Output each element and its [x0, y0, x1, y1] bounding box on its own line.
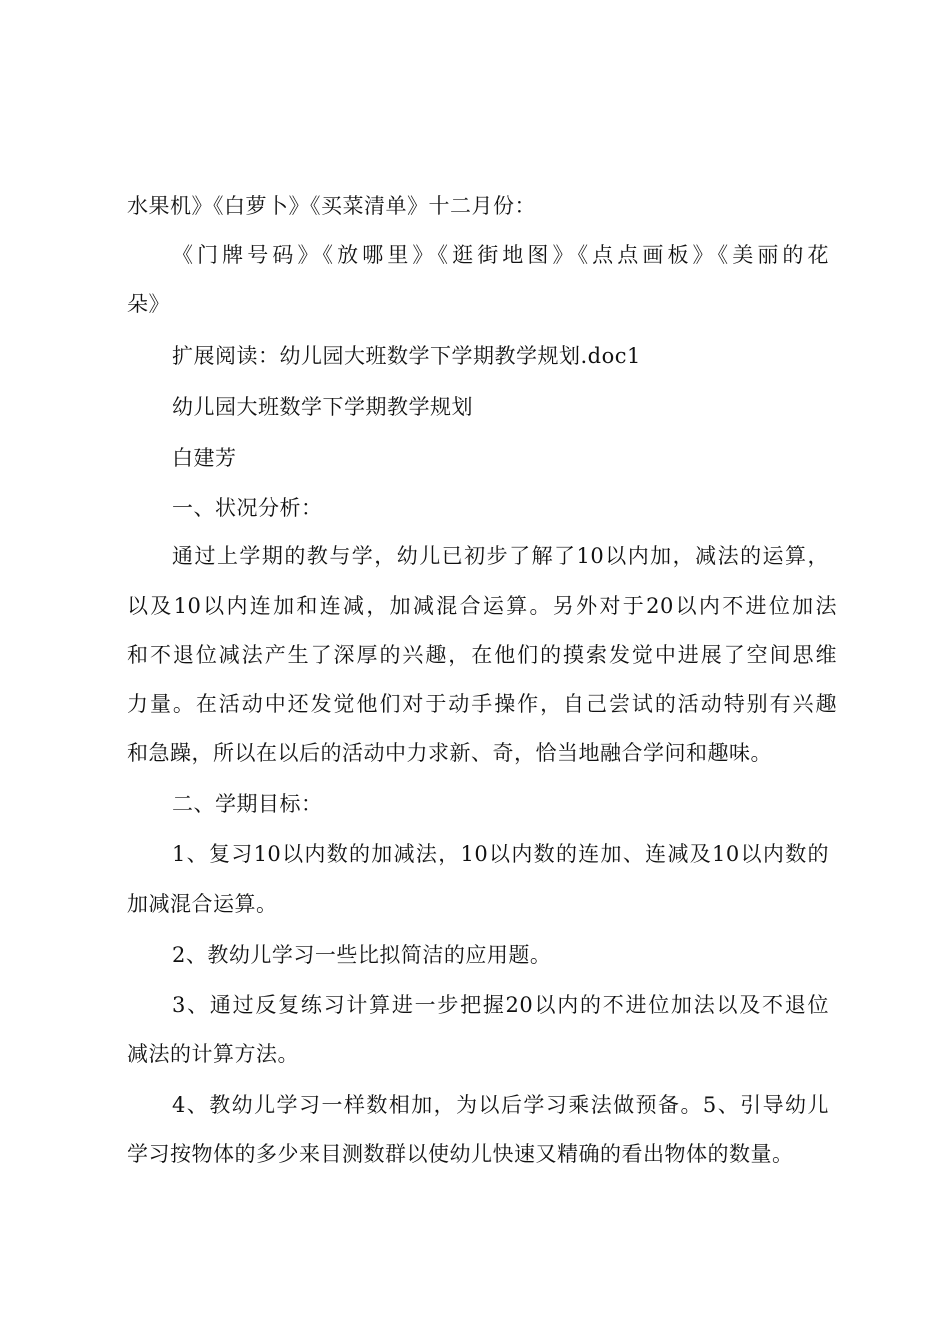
section-heading: 一、状况分析： [172, 496, 323, 520]
list-item: 1、复习10以内数的加减法，10以内数的连加、连减及10以内数的 [172, 842, 829, 866]
text-line: 《门牌号码》《放哪里》《逛街地图》《点点画板》《美丽的花 [172, 243, 829, 267]
text-line: 通过上学期的教与学，幼儿已初步了解了10以内加，减法的运算， [172, 544, 829, 568]
text-line: 和急躁，所以在以后的活动中力求新、奇，恰当地融合学问和趣味。 [127, 741, 772, 765]
text-line: 减法的计算方法。 [127, 1042, 299, 1066]
author-name: 白建芳 [172, 446, 237, 470]
text-line: 以及10以内连加和连减，加减混合运算。另外对于20以内不进位加法 [127, 594, 837, 618]
text-line: 扩展阅读：幼儿园大班数学下学期教学规划.doc1 [172, 344, 641, 368]
text-line: 水果机》《白萝卜》《买菜清单》十二月份： [127, 194, 536, 218]
section-title: 幼儿园大班数学下学期教学规划 [172, 395, 473, 419]
text-line: 朵》 [127, 292, 170, 316]
text-line: 力量。在活动中还发觉他们对于动手操作，自己尝试的活动特别有兴趣 [127, 692, 837, 716]
text-line: 学习按物体的多少来目测数群以使幼儿快速又精确的看出物体的数量。 [127, 1142, 794, 1166]
section-heading: 二、学期目标： [172, 792, 323, 816]
list-item: 2、教幼儿学习一些比拟简洁的应用题。 [172, 943, 552, 967]
list-item: 3、通过反复练习计算进一步把握20以内的不进位加法以及不退位 [172, 993, 829, 1017]
text-line: 加减混合运算。 [127, 892, 278, 916]
text-line: 和不退位减法产生了深厚的兴趣，在他们的摸索发觉中进展了空间思维 [127, 643, 837, 667]
list-item: 4、教幼儿学习一样数相加，为以后学习乘法做预备。5、引导幼儿 [172, 1093, 829, 1117]
